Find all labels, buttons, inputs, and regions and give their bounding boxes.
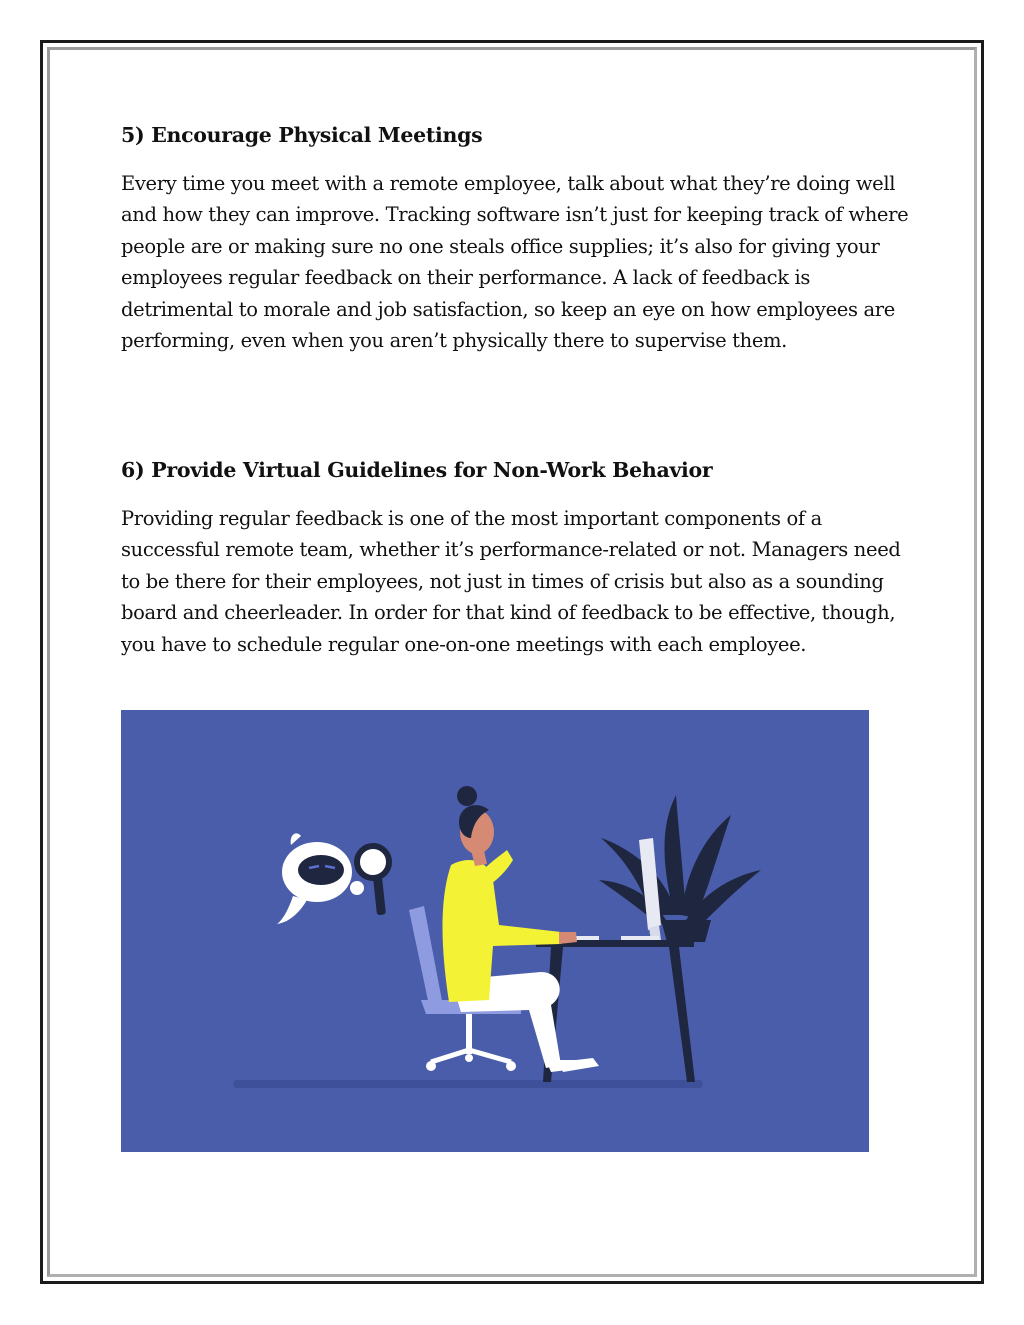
floor-shadow — [233, 1080, 703, 1088]
section-6-body: Providing regular feedback is one of the most important components of a successful remote team, whether it’s performance-related or not. Managers need to be there for their employees, not just in times of crisis but also as a sounding board and cheerleader. In order for that kind of feedback to be effective, though, you have to schedule regular one-on-one meetings with each employee. — [121, 507, 901, 656]
section-5-body: Every time you meet with a remote employee, talk about what they’re doing well and how they can improve. Tracking software isn’t just for keeping track of where people are or making sure no one steals office supplies; it’s also for giving your employees regular feedback on their performance. A lack of feedback is detrimental to morale and job satisfaction, so keep an eye on how employees are performing, even when you aren’t physically there to supervise them. — [121, 172, 909, 353]
plant-icon — [599, 795, 761, 942]
remote-worker-monitored-by-robot-illustration — [121, 710, 869, 1152]
person-icon — [443, 786, 600, 1072]
robot-icon — [277, 833, 389, 924]
section-6-heading: 6) Provide Virtual Guidelines for Non-Work Behavior — [121, 458, 713, 482]
section-5-heading: 5) Encourage Physical Meetings — [121, 123, 483, 147]
remote-work-illustration — [121, 710, 869, 1152]
magnifying-glass-icon — [357, 846, 389, 878]
